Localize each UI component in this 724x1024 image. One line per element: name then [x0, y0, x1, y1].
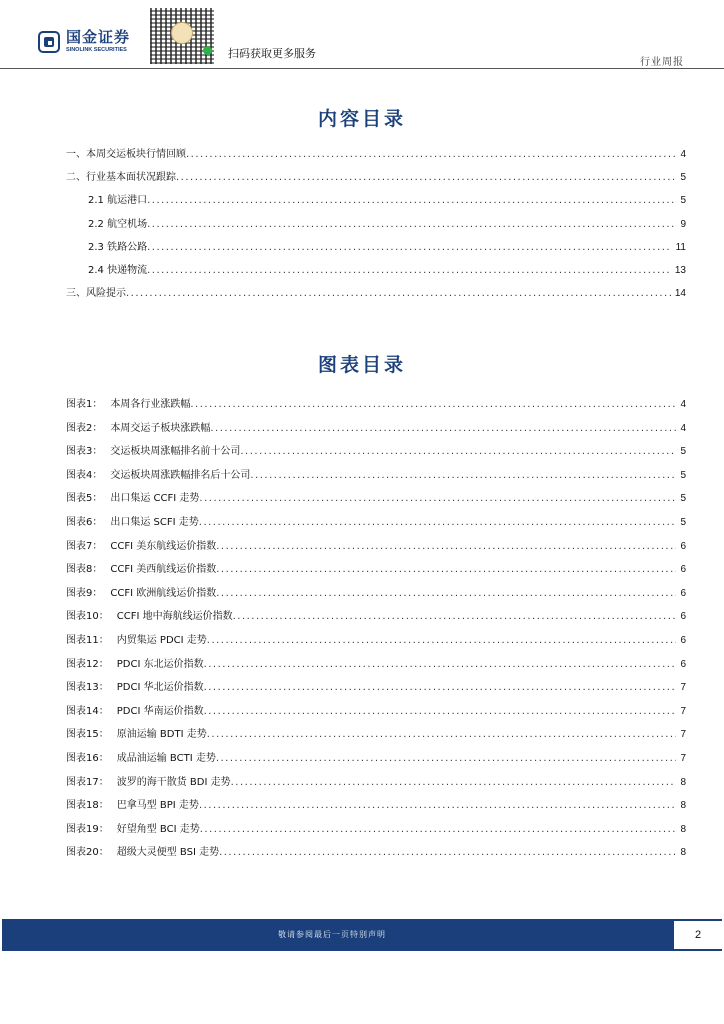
figure-item[interactable]: 图表3： 交运板块周涨幅排名前十公司 ..... 5 — [66, 440, 686, 464]
company-logo — [38, 30, 130, 54]
figure-item[interactable]: 图表17： 波罗的海干散货 BDI 走势 ..... 8 — [66, 771, 686, 795]
figure-item[interactable]: 图表10： CCFI 地中海航线运价指数 ..... 6 — [66, 605, 686, 629]
figure-item[interactable]: 图表15： 原油运输 BDTI 走势 ..... 7 — [66, 723, 686, 747]
page-header — [0, 0, 724, 70]
logo-name-cn: 国金证券 — [66, 28, 131, 46]
toc-item[interactable]: 二、行业基本面状况跟踪 ..... 5 — [66, 166, 686, 189]
figure-item[interactable]: 图表18： 巴拿马型 BPI 走势 ..... 8 — [66, 794, 686, 818]
figure-item[interactable]: 图表12： PDCI 东北运价指数 ..... 6 — [66, 653, 686, 677]
figures-title: 图表目录 — [317, 354, 406, 376]
figure-item[interactable]: 图表11： 内贸集运 PDCI 走势 ..... 6 — [66, 629, 686, 653]
wechat-badge-icon — [203, 46, 212, 55]
figure-item[interactable]: 图表13： PDCI 华北运价指数 ..... 7 — [66, 676, 686, 700]
page-footer — [2, 919, 722, 951]
figure-item[interactable]: 图表14： PDCI 华南运价指数 ..... 7 — [66, 700, 686, 724]
figures-list — [66, 393, 686, 865]
figure-item[interactable]: 图表2： 本周交运子板块涨跌幅 ..... 4 — [66, 417, 686, 441]
toc-list — [66, 143, 686, 305]
toc-item[interactable]: 三、风险提示 ..... 14 — [66, 282, 686, 305]
toc-title: 内容目录 — [317, 108, 406, 130]
footer-disclaimer: 敬请参阅最后一页特别声明 — [278, 930, 386, 939]
figure-item[interactable]: 图表19： 好望角型 BCI 走势 ..... 8 — [66, 818, 686, 842]
figure-item[interactable]: 图表8： CCFI 美西航线运价指数 ..... 6 — [66, 558, 686, 582]
page-number: 2 — [674, 921, 722, 949]
header-divider — [0, 68, 724, 69]
toc-item[interactable]: 2.4 快递物流 ..... 13 — [66, 259, 686, 282]
figure-item[interactable]: 图表6： 出口集运 SCFI 走势 ..... 5 — [66, 511, 686, 535]
figure-item[interactable]: 图表7： CCFI 美东航线运价指数 ..... 6 — [66, 535, 686, 559]
toc-item[interactable]: 一、本周交运板块行情回顾 ..... 4 — [66, 143, 686, 166]
qr-center-logo-icon — [171, 22, 193, 44]
figure-item[interactable]: 图表1： 本周各行业涨跌幅 ..... 4 — [66, 393, 686, 417]
sinolink-logo-icon — [38, 31, 60, 53]
figure-item[interactable]: 图表5： 出口集运 CCFI 走势 ..... 5 — [66, 487, 686, 511]
report-type-label: 行业周报 — [640, 57, 684, 68]
figure-item[interactable]: 图表4： 交运板块周涨跌幅排名后十公司 ..... 5 — [66, 464, 686, 488]
toc-item[interactable]: 2.1 航运港口 ..... 5 — [66, 189, 686, 212]
toc-item[interactable]: 2.2 航空机场 ..... 9 — [66, 213, 686, 236]
scan-prompt: 扫码获取更多服务 — [228, 47, 316, 60]
figure-item[interactable]: 图表9： CCFI 欧洲航线运价指数 ..... 6 — [66, 582, 686, 606]
figure-item[interactable]: 图表16： 成品油运输 BCTI 走势 ..... 7 — [66, 747, 686, 771]
toc-item[interactable]: 2.3 铁路公路 ..... 11 — [66, 236, 686, 259]
figure-item[interactable]: 图表20： 超级大灵便型 BSI 走势 ..... 8 — [66, 841, 686, 865]
logo-name-en: SINOLINK SECURITIES — [66, 47, 127, 53]
